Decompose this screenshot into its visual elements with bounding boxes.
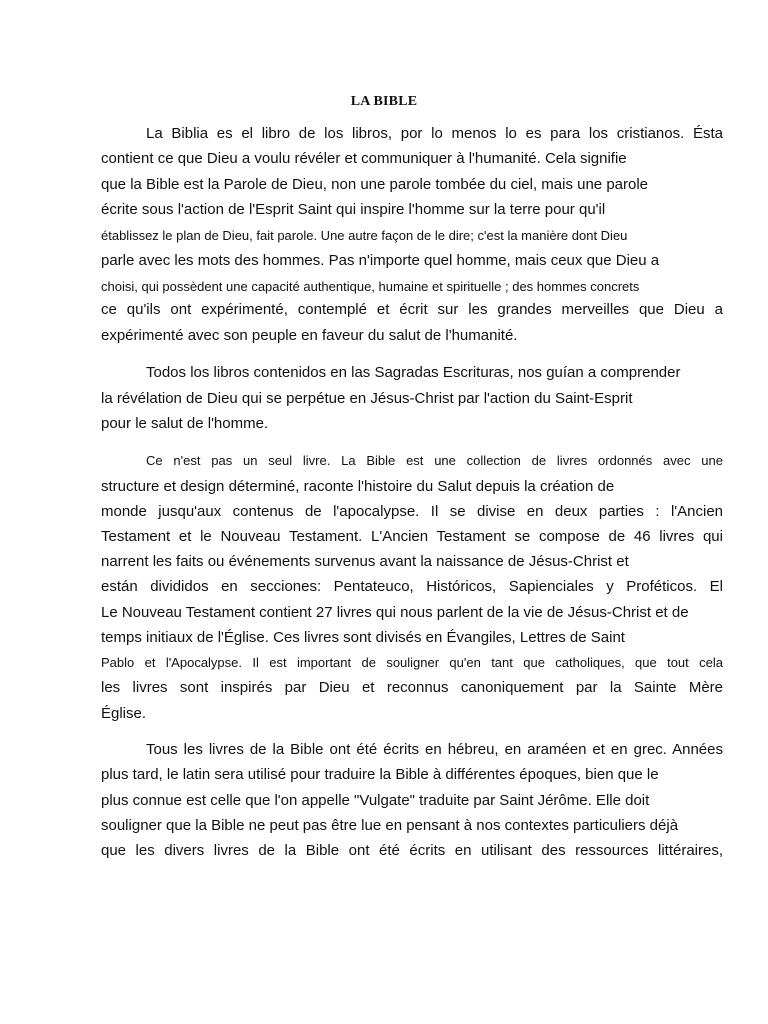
- text-line: monde jusqu'aux contenus de l'apocalypse. Il se divise en deux parties : l'Ancien: [101, 503, 723, 520]
- text-line: écrite sous l'action de l'Esprit Saint qui inspire l'homme sur la terre pour qu'il: [101, 201, 606, 218]
- text-line: structure et design déterminé, raconte l'histoire du Salut depuis la création de: [101, 478, 615, 495]
- document-title: LA BIBLE: [350, 94, 418, 109]
- text-line: Tous les livres de la Bible ont été écrits en hébreu, en araméen et en grec. Années: [146, 741, 723, 758]
- text-line: Ce n'est pas un seul livre. La Bible est une collection de livres ordonnés avec une: [146, 453, 723, 468]
- text-line: choisi, qui possèdent une capacité authentique, humaine et spirituelle ; des hommes concrets: [101, 279, 640, 294]
- text-line: Église.: [101, 705, 147, 722]
- text-line: están divididos en secciones: Pentateuco, Históricos, Sapienciales y Proféticos. El: [101, 578, 723, 595]
- text-line: que la Bible est la Parole de Dieu, non une parole tombée du ciel, mais une parole: [101, 176, 649, 193]
- text-line: contient ce que Dieu a voulu révéler et communiquer à l'humanité. Cela signifie: [101, 150, 627, 167]
- text-line: que les divers livres de la Bible ont été écrits en utilisant des ressources littéraires,: [101, 842, 723, 859]
- text-line: établissez le plan de Dieu, fait parole. Une autre façon de le dire; c'est la manière dont Dieu: [101, 228, 628, 243]
- text-line: parle avec les mots des hommes. Pas n'importe quel homme, mais ceux que Dieu a: [101, 252, 660, 269]
- text-line: plus tard, le latin sera utilisé pour traduire la Bible à différentes époques, bien que le: [101, 766, 659, 783]
- text-line: plus connue est celle que l'on appelle "Vulgate" traduite par Saint Jérôme. Elle doit: [101, 792, 650, 809]
- text-line: ce qu'ils ont expérimenté, contemplé et écrit sur les grandes merveilles que Dieu a: [101, 301, 723, 318]
- text-line: La Biblia es el libro de los libros, por lo menos lo es para los cristianos. Ésta: [146, 125, 723, 142]
- text-line: Le Nouveau Testament contient 27 livres qui nous parlent de la vie de Jésus-Christ et de: [101, 604, 689, 621]
- text-line: la révélation de Dieu qui se perpétue en Jésus-Christ par l'action du Saint-Esprit: [101, 390, 633, 407]
- text-line: narrent les faits ou événements survenus avant la naissance de Jésus-Christ et: [101, 553, 629, 570]
- text-line: expérimenté avec son peuple en faveur du salut de l'humanité.: [101, 327, 518, 344]
- text-line: Todos los libros contenidos en las Sagradas Escrituras, nos guían a comprender: [146, 364, 681, 381]
- text-line: les livres sont inspirés par Dieu et reconnus canoniquement par la Sainte Mère: [101, 679, 723, 696]
- text-line: Testament et le Nouveau Testament. L'Ancien Testament se compose de 46 livres qui: [101, 528, 723, 545]
- text-line: pour le salut de l'homme.: [101, 415, 269, 432]
- text-line: souligner que la Bible ne peut pas être lue en pensant à nos contextes particuliers déjà: [101, 817, 679, 834]
- text-line: temps initiaux de l'Église. Ces livres sont divisés en Évangiles, Lettres de Saint: [101, 629, 625, 646]
- text-line: Pablo et l'Apocalypse. Il est important de souligner qu'en tant que catholiques, que tout cela: [101, 655, 723, 670]
